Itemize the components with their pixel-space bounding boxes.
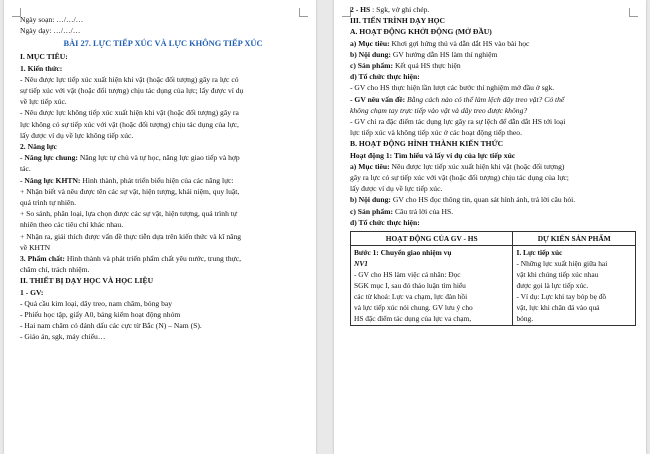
table-header-products: DỰ KIẾN SẢN PHẨM [513,232,636,246]
text-line: vật khi chúng tiếp xúc nhau [516,270,599,280]
text-line: chăm chỉ, trách nhiệm. [20,265,90,275]
right-body [350,4,636,228]
text-line: Bước 1: Chuyển giao nhiệm vụ [354,248,452,258]
text-line: quá trình tự nhiên. [20,198,76,208]
text-line: - GV chỉ ra đặc điểm tác dụng lực gây ra sự lệch để dẫn dắt HS tới loại [350,117,566,127]
text-line: + Nhận biết và nêu được tên các sự vật, hiện tượng, khái niệm, quy luật, [20,186,240,196]
table-cell-products [513,246,636,326]
text-line: - Hai nam châm có đánh dấu các cực từ Bắc (N) – Nam (S). [20,321,202,331]
text-line: SGK mục I, sau đó thảo luận tìm hiểu [354,281,466,291]
text-line: 2 - HS : Sgk, vở ghi chép. [350,5,430,14]
text-line: - Phiếu học tập, giấy A0, bảng kiểm hoạt động nhóm [20,310,181,320]
text-line: - Nêu được lực tiếp xúc xuất hiện khi vật (hoặc đối tượng) gây ra lực có [20,74,239,84]
text-line: - Những lực xuất hiện giữa hai [516,259,608,269]
document-page-right [334,0,646,454]
text-line: c) Sản phẩm: Kết quả HS thực hiện [350,61,461,71]
page-right-content [350,4,636,326]
text-line: B. HOẠT ĐỘNG HÌNH THÀNH KIẾN THỨC [350,139,504,149]
text-line: b) Nội dung: GV hướng dẫn HS làm thí nghiệm [350,49,498,59]
text-line: - Quả cầu kim loại, dây treo, nam châm, bóng bay [20,298,173,308]
text-line: các từ khoá: Lực va chạm, lực đàn hồi [354,292,468,302]
date-prepared: Ngày soạn: …/…/… [20,15,84,24]
text-line: - Năng lực chung: Năng lực tự chủ và tự học, năng lực giao tiếp và hợp [20,153,240,163]
text-line: gây ra lực có sự tiếp xúc với vật (hoặc đối tượng) chịu tác dụng của lực; [350,173,569,183]
text-line: lực không có sự tiếp xúc với vật (hoặc đối tượng) chịu tác dụng của lực, [20,119,239,129]
text-line: d) Tổ chức thực hiện: [350,72,420,82]
text-line: được gọi là lực tiếp xúc. [516,281,589,291]
text-line: + Nhận ra, giải thích được vấn đề thực tiễn dựa trên kiến thức và kĩ năng [20,231,242,241]
text-line: III. TIẾN TRÌNH DẠY HỌC [350,16,446,26]
text-line: - Giáo án, sgk, máy chiếu… [20,332,106,342]
text-line: - Năng lực KHTN: Hình thành, phát triển biểu hiện của các năng lực: [20,175,234,185]
text-line: + So sánh, phân loại, lựa chọn được các sự vật, hiện tượng, quá trình tự [20,209,237,219]
text-line: A. HOẠT ĐỘNG KHỞI ĐỘNG (MỞ ĐẦU) [350,27,492,37]
text-line: NV1 [354,259,368,269]
table-header-activities: HOẠT ĐỘNG CỦA GV - HS [351,232,513,246]
text-line: b) Nội dung: GV cho HS đọc thông tin, quan sát hình ảnh, trả lời câu hỏi. [350,195,576,205]
text-line: tác. [20,164,31,174]
text-line: bóng. [516,314,534,324]
text-line: d) Tổ chức thực hiện: [350,217,420,227]
text-line: a) Mục tiêu: Nêu được lực tiếp xúc xuất hiện khi vật (hoặc đối tượng) [350,161,565,171]
text-line: - Ví dụ: Lực khi tay bóp bẹ đồ [516,292,607,302]
date-taught: Ngày dạy: …/…/… [20,26,81,36]
table-cell-activities [351,246,513,326]
text-line: về KHTN [20,242,51,252]
text-line: 3. Phẩm chất: Hình thành và phát triển phẩm chất yêu nước, trung thực, [20,254,242,264]
text-line: HS đặc điểm tác dụng của lực va chạm, [354,314,472,324]
text-line: II. THIẾT BỊ DẠY HỌC VÀ HỌC LIỆU [20,276,154,286]
page-left-content [20,14,306,343]
document-page-left [4,0,316,454]
lesson-title: BÀI 27. LỰC TIẾP XÚC VÀ LỰC KHÔNG TIẾP XÚC [63,39,263,49]
left-body [20,51,306,342]
text-line: 1. Kiến thức: [20,63,63,73]
text-line: - GV cho HS làm việc cá nhân: Đọc [354,270,461,280]
text-line: I. MỤC TIÊU: [20,52,68,62]
text-line: - GV nêu vấn đề: Bằng cách nào có thể làm lệch dây treo vật? Có thể [350,94,565,104]
text-line: c) Sản phẩm: Câu trả lời của HS. [350,206,454,216]
text-line: lấy được ví dụ về lực không tiếp xúc. [20,130,134,140]
text-line: - GV cho HS thực hiện lần lượt các bước thí nghiệm mở đầu ở sgk. [350,83,555,93]
text-line: 1 - GV: [20,287,44,297]
text-line: - Nêu được lực không tiếp xúc xuất hiện khi vật (hoặc đối tượng) gây ra [20,108,239,118]
text-line: I. Lực tiếp xúc [516,248,563,258]
activity-table [350,231,636,326]
text-line: và lực tiếp xúc nói chung. GV lưu ý cho [354,303,473,313]
text-line: lực tiếp xúc và không tiếp xúc ở các hoạt động tiếp theo. [350,128,522,138]
text-line: không chạm tay trực tiếp vào vật và dây treo được không? [350,105,528,115]
text-line: lấy được ví dụ về lực tiếp xúc. [350,184,443,194]
text-line: vật, lực khi chân đá vào quả [516,303,600,313]
text-line: sự tiếp xúc với vật (hoặc đối tượng) chịu tác dụng của lực; lấy được ví dụ [20,86,244,96]
text-line: về lực tiếp xúc. [20,97,67,107]
text-line: nhiên theo các tiêu chí khác nhau. [20,220,124,230]
text-line: 2. Năng lực [20,142,57,152]
text-line: Hoạt động 1: Tìm hiểu và lấy ví dụ của lực tiếp xúc [350,150,516,160]
text-line: a) Mục tiêu: Khơi gợi hứng thú và dẫn dắt HS vào bài học [350,38,530,48]
